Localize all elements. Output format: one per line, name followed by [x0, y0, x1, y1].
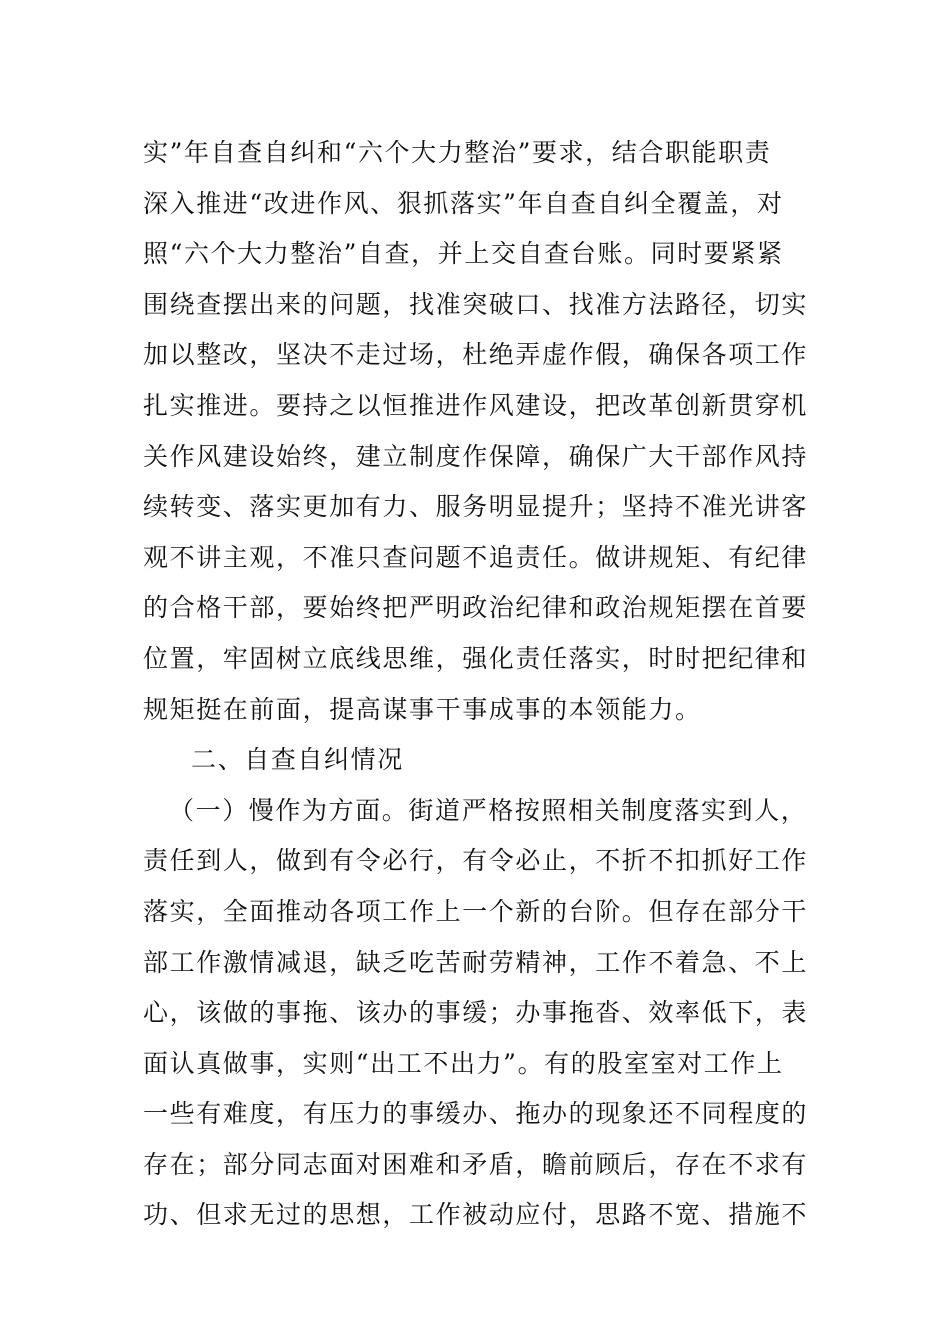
paragraph-line: 部工作激情减退，缺乏吃苦耐劳精神，工作不着急、不上 — [143, 947, 809, 977]
paragraph-line: 存在；部分同志面对困难和矛盾，瞻前顾后，存在不求有 — [143, 1149, 809, 1179]
paragraph-line: 深入推进“改进作风、狠抓落实”年自查自纠全覆盖，对 — [143, 188, 784, 218]
paragraph-line: 扎实推进。要持之以恒推进作风建设，把改革创新贯穿机 — [143, 390, 809, 420]
paragraph-line: 观不讲主观，不准只查问题不追责任。做讲规矩、有纪律 — [143, 542, 809, 572]
paragraph-line: 规矩挺在前面，提高谋事干事成事的本领能力。 — [143, 694, 702, 724]
section-heading: 二、自查自纠情况 — [191, 745, 404, 775]
paragraph-line: 一些有难度，有压力的事缓办、拖办的现象还不同程度的 — [143, 1099, 809, 1129]
paragraph-line: 围绕查摆出来的问题，找准突破口、找准方法路径，切实 — [143, 289, 809, 319]
paragraph-line: 加以整改，坚决不走过场，杜绝弄虚作假，确保各项工作 — [143, 340, 809, 370]
document-body — [143, 128, 808, 1241]
paragraph-line: 实”年自查自纠和“六个大力整治”要求，结合职能职责 — [143, 138, 772, 167]
paragraph-line: 心，该做的事拖、该办的事缓；办事拖沓、效率低下，表 — [143, 998, 809, 1028]
paragraph-line: 的合格干部，要始终把严明政治纪律和政治规矩摆在首要 — [143, 593, 809, 623]
subsection-opening-line: （一）慢作为方面。街道严格按照相关制度落实到人， — [169, 795, 808, 825]
paragraph-line: 功、但求无过的思想，工作被动应付，思路不宽、措施不 — [143, 1200, 809, 1230]
paragraph-line: 关作风建设始终，建立制度作保障，确保广大干部作风持 — [143, 441, 809, 471]
paragraph-line: 位置，牢固树立底线思维，强化责任落实，时时把纪律和 — [143, 643, 809, 673]
paragraph-line: 落实，全面推动各项工作上一个新的台阶。但存在部分干 — [143, 896, 809, 926]
paragraph-line: 面认真做事，实则“出工不出力”。有的股室室对工作上 — [143, 1048, 784, 1078]
paragraph-line: 责任到人，做到有令必行，有令必止，不折不扣抓好工作 — [143, 846, 809, 876]
paragraph-line: 照“六个大力整治”自查，并上交自查台账。同时要紧紧 — [143, 239, 784, 269]
paragraph-line: 续转变、落实更加有力、服务明显提升；坚持不准光讲客 — [143, 492, 809, 522]
